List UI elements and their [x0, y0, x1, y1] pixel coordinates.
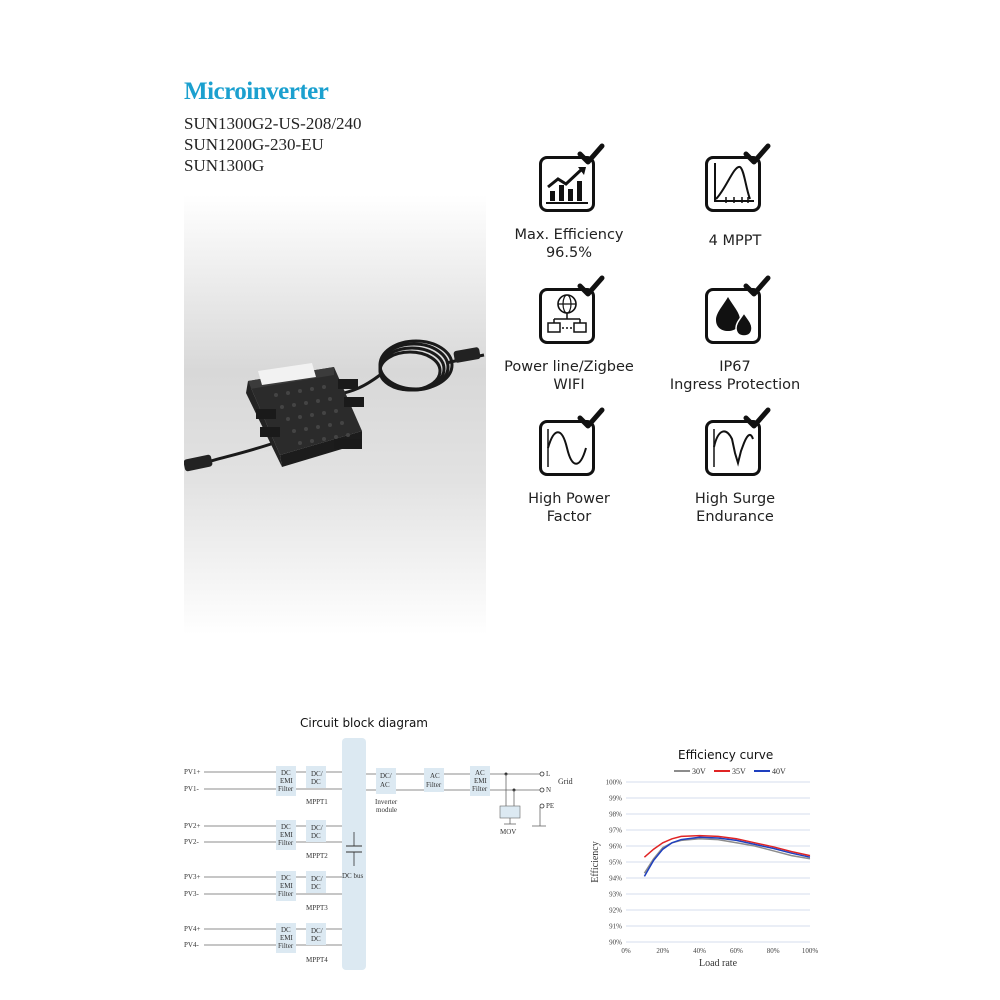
x-tick-label: 0% — [621, 947, 631, 955]
ac-emi-label: Filter — [472, 785, 488, 793]
filter-label: DC — [281, 769, 291, 777]
surge-wave-icon — [708, 423, 758, 473]
filter-label: DC — [281, 874, 291, 882]
filter-label: Filter — [278, 785, 294, 793]
dcdc-label: DC/ — [311, 824, 323, 832]
pv-label: PV3+ — [184, 873, 201, 881]
pe-terminal-label: PE — [546, 802, 555, 810]
x-tick-label: 60% — [729, 947, 743, 955]
legend-label: 40V — [772, 767, 786, 776]
line-terminal-label: L — [546, 770, 551, 778]
pv-label: PV4- — [184, 941, 199, 949]
filter-label: Filter — [278, 890, 294, 898]
y-tick-label: 93% — [609, 890, 622, 899]
product-title: Microinverter — [184, 78, 329, 105]
dcdc-label: DC/ — [311, 927, 323, 935]
feature-label: High Surge Endurance — [694, 491, 776, 525]
y-tick-label: 97% — [609, 826, 622, 835]
checkmark-icon — [743, 142, 771, 166]
x-tick-label: 20% — [656, 947, 670, 955]
dcac-label: AC — [380, 781, 390, 789]
mov-label: MOV — [500, 828, 517, 836]
y-tick-label: 98% — [609, 810, 622, 819]
model-name: SUN1300G2-US-208/240 — [184, 114, 362, 133]
dcdc-label: DC — [311, 832, 321, 840]
dcdc-label: DC — [311, 778, 321, 786]
filter-label: EMI — [280, 777, 293, 785]
mppt-label: MPPT2 — [306, 852, 328, 860]
pv-label: PV2+ — [184, 822, 201, 830]
y-tick-label: 96% — [609, 842, 622, 851]
x-axis-label: Load rate — [698, 958, 738, 969]
series-line — [644, 837, 810, 876]
y-axis-label: Efficiency — [590, 841, 601, 883]
pv-label: PV3- — [184, 890, 199, 898]
circuit-diagram-title: Circuit block diagram — [300, 716, 428, 730]
feature-mppt — [650, 148, 820, 250]
y-tick-label: 94% — [609, 874, 622, 883]
legend-label: 35V — [732, 767, 746, 776]
grid-label: Grid — [558, 777, 573, 786]
inverter-label: module — [376, 806, 397, 814]
filter-label: Filter — [278, 942, 294, 950]
filter-label: EMI — [280, 882, 293, 890]
x-tick-label: 100% — [801, 947, 819, 955]
ac-emi-label: AC — [475, 769, 485, 777]
y-tick-label: 92% — [609, 906, 622, 915]
mppt-label: MPPT1 — [306, 798, 328, 806]
dcdc-label: DC/ — [311, 770, 323, 778]
dcdc-label: DC — [311, 883, 321, 891]
legend-label: 30V — [692, 767, 706, 776]
pv-label: PV4+ — [184, 925, 201, 933]
circuit-block-diagram — [180, 736, 580, 972]
pv-label: PV1+ — [184, 768, 201, 776]
feature-power-factor — [484, 412, 654, 526]
y-tick-label: 99% — [609, 794, 622, 803]
model-name: SUN1300G — [184, 156, 265, 175]
dcac-label: DC/ — [380, 772, 392, 780]
y-tick-label: 91% — [609, 922, 622, 931]
feature-label: IP67 Ingress Protection — [669, 359, 801, 393]
model-name: SUN1200G-230-EU — [184, 135, 324, 154]
x-tick-label: 40% — [693, 947, 707, 955]
microinverter-product-image — [184, 195, 486, 635]
checkmark-icon — [743, 274, 771, 298]
efficiency-growth-chart-icon — [542, 159, 592, 209]
feature-efficiency — [484, 148, 654, 262]
feature-ip67 — [650, 280, 820, 394]
y-tick-label: 90% — [609, 938, 622, 947]
feature-surge — [650, 412, 820, 526]
chart-title: Efficiency curve — [678, 748, 774, 762]
mppt-label: MPPT4 — [306, 956, 328, 964]
ac-filter-label: AC — [430, 772, 440, 780]
dc-bus-label: DC bus — [342, 872, 364, 880]
feature-label: Max. Efficiency 96.5% — [514, 227, 624, 261]
checkmark-icon — [577, 274, 605, 298]
inverter-label: Inverter — [375, 798, 398, 806]
checkmark-icon — [577, 406, 605, 430]
dcdc-label: DC — [311, 935, 321, 943]
filter-label: EMI — [280, 934, 293, 942]
checkmark-icon — [743, 406, 771, 430]
water-drops-icon — [708, 291, 758, 341]
y-tick-label: 100% — [605, 778, 622, 787]
network-globe-icon — [542, 291, 592, 341]
efficiency-curve-chart — [580, 760, 820, 972]
filter-label: Filter — [278, 839, 294, 847]
x-tick-label: 80% — [766, 947, 780, 955]
ac-filter-label: Filter — [426, 781, 442, 789]
filter-label: DC — [281, 926, 291, 934]
pv-label: PV2- — [184, 838, 199, 846]
filter-label: DC — [281, 823, 291, 831]
feature-label: Power line/Zigbee WIFI — [504, 359, 634, 393]
ac-emi-label: EMI — [474, 777, 487, 785]
sine-wave-icon — [542, 423, 592, 473]
dcdc-label: DC/ — [311, 875, 323, 883]
feature-label: High Power Factor — [528, 491, 610, 525]
pv-label: PV1- — [184, 785, 199, 793]
checkmark-icon — [577, 142, 605, 166]
neutral-terminal-label: N — [546, 786, 552, 794]
product-image-panel — [184, 195, 486, 635]
mppt-curve-icon — [708, 159, 758, 209]
filter-label: EMI — [280, 831, 293, 839]
y-tick-label: 95% — [609, 858, 622, 867]
mppt-label: MPPT3 — [306, 904, 328, 912]
feature-label: 4 MPPT — [708, 233, 762, 249]
feature-communication — [484, 280, 654, 394]
